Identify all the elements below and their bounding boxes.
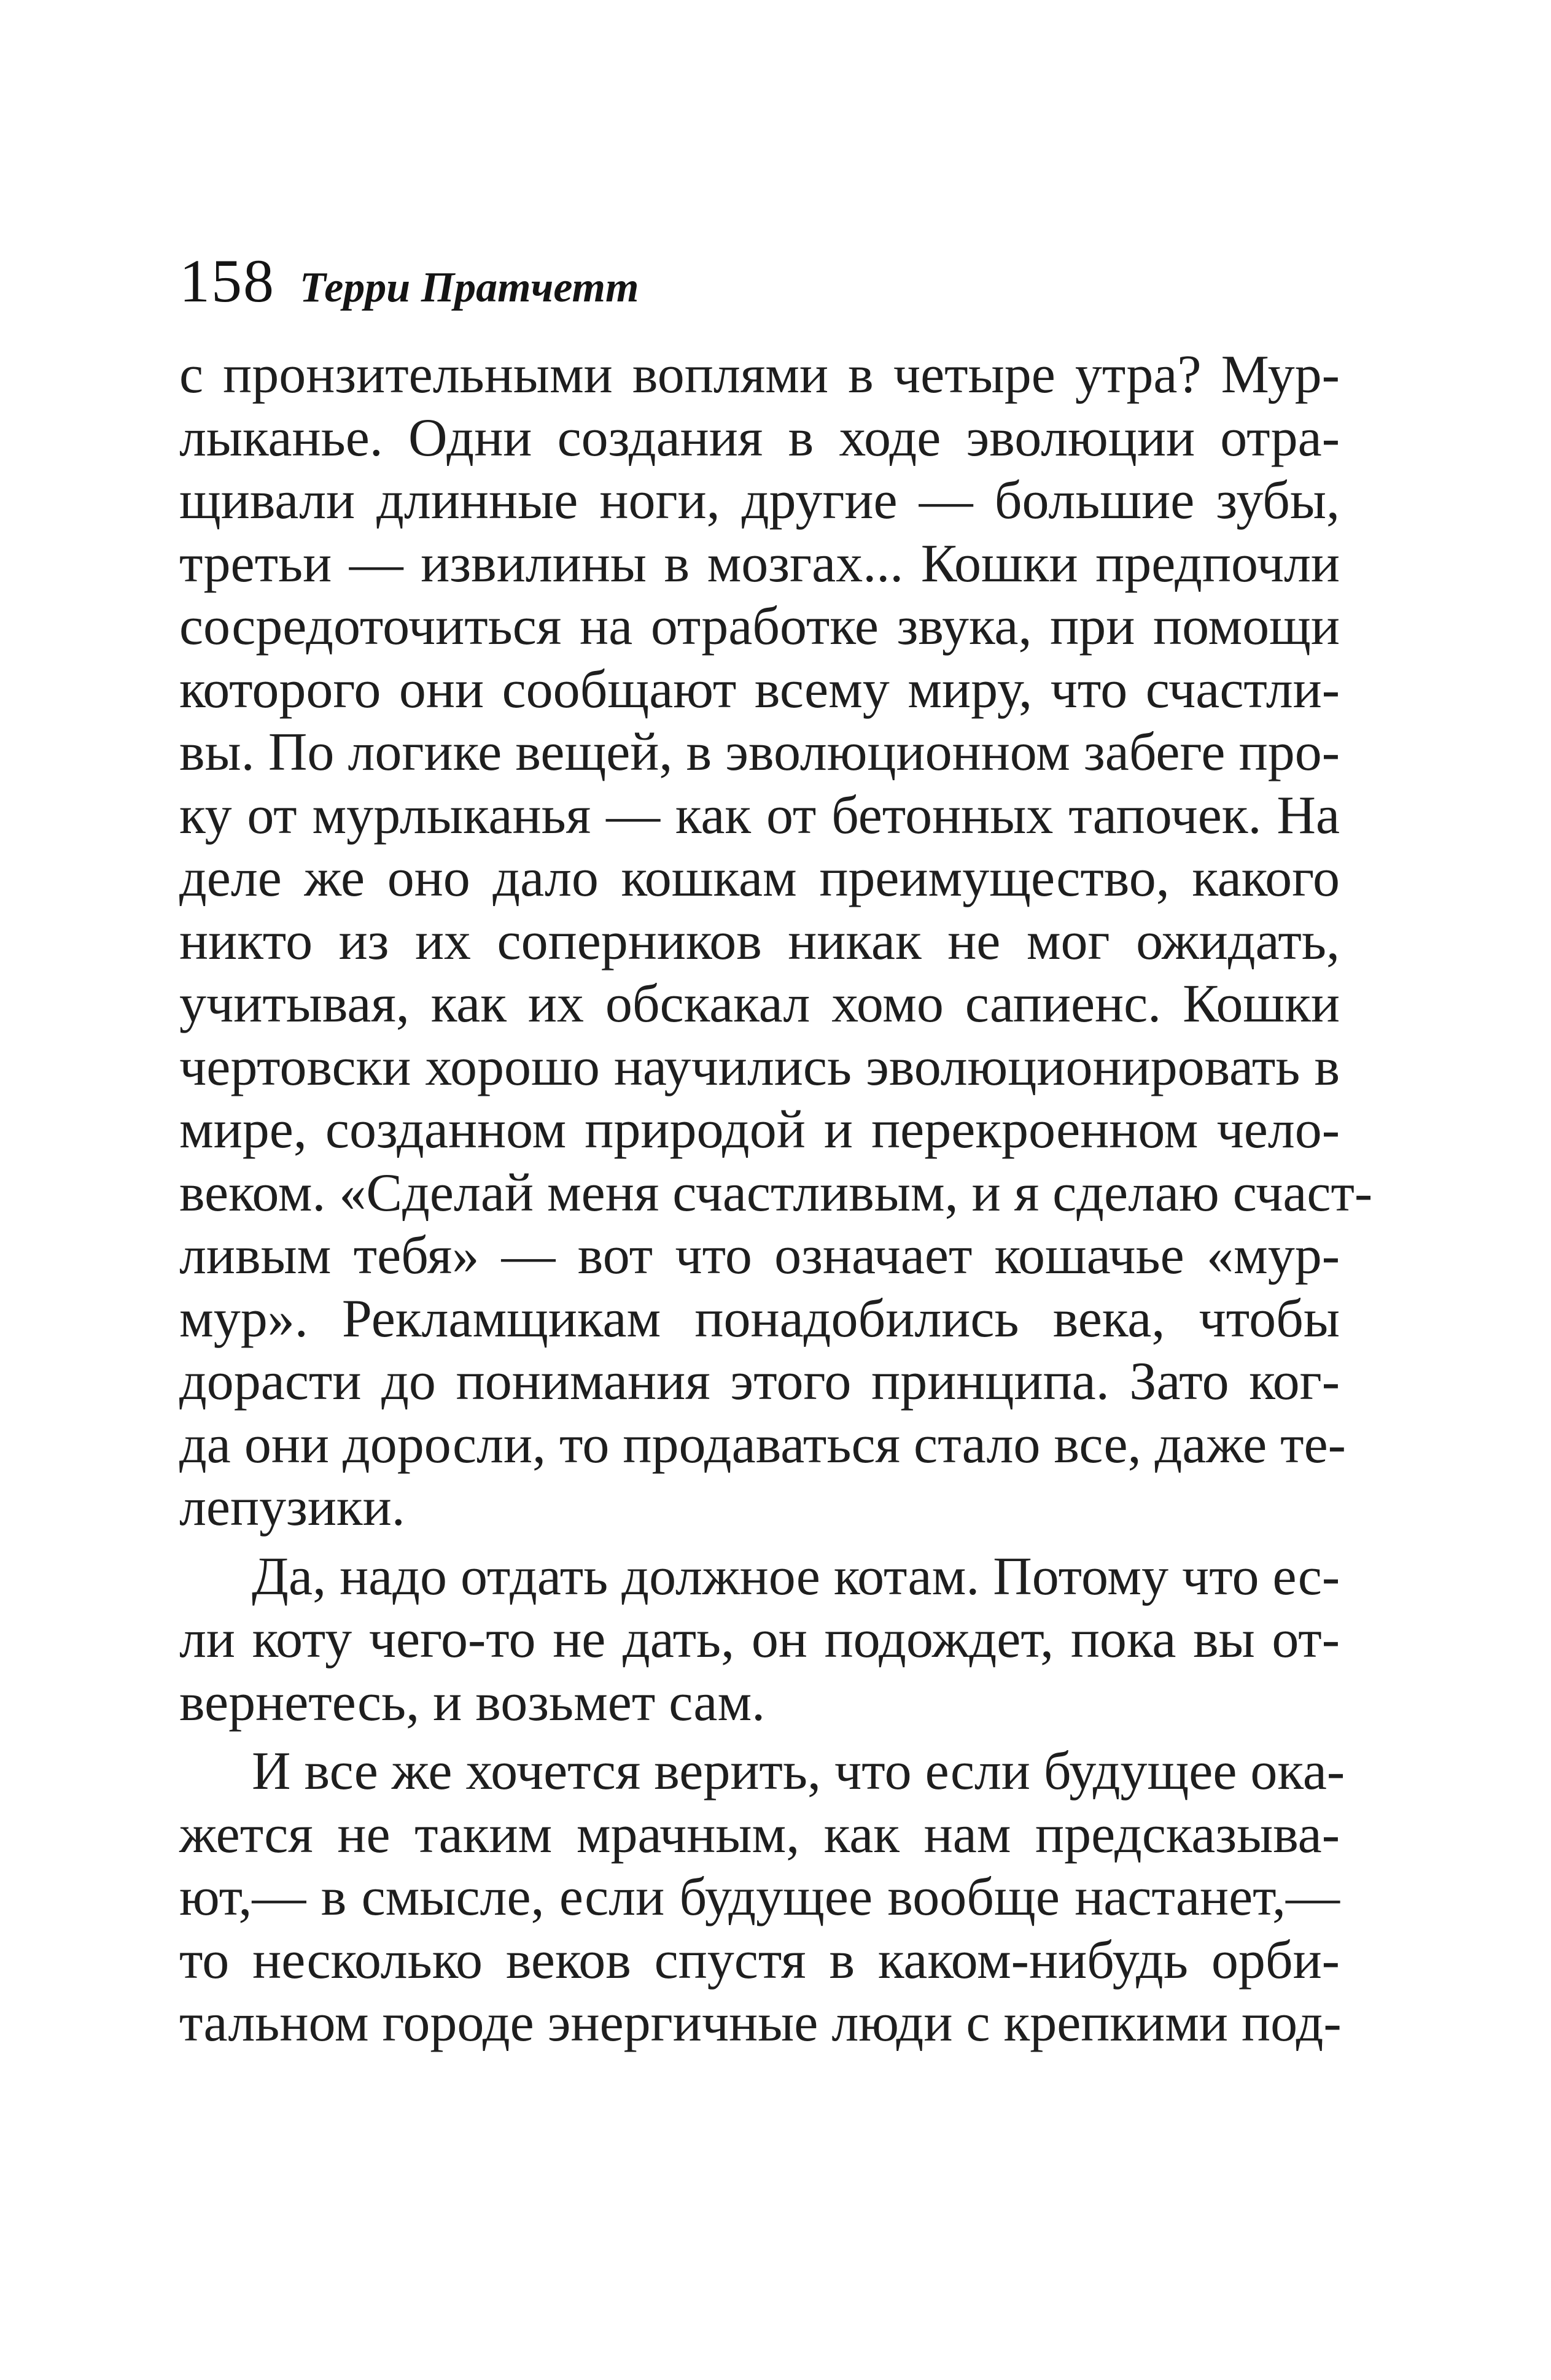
text-line: то несколько веков спустя в каком-нибудь орби- xyxy=(179,1930,1340,1990)
paragraph xyxy=(179,1740,1345,2055)
text-line: вы. По логике вещей, в эволюционном забеге про- xyxy=(179,723,1340,782)
text-line: ли коту чего-то не дать, он подождет, пока вы от- xyxy=(179,1610,1340,1669)
text-line: ют,— в смысле, если будущее вообще настанет,— xyxy=(179,1867,1340,1927)
text-line: щивали длинные ноги, другие — большие зубы, xyxy=(179,471,1340,530)
text-line: жется не таким мрачным, как нам предсказыва- xyxy=(179,1804,1340,1864)
text-line: деле же оно дало кошкам преимущество, какого xyxy=(179,848,1340,908)
running-title: Терри Пратчетт xyxy=(300,264,639,311)
text-line: ку от мурлыканья — как от бетонных тапочек. На xyxy=(179,785,1340,845)
paragraph xyxy=(179,1546,1340,1735)
text-line: третьи — извилины в мозгах... Кошки предпочли xyxy=(179,533,1340,594)
text-line: тальном городе энергичные люди с крепкими под- xyxy=(179,1993,1342,2053)
text-line: веком. «Сделай меня счастливым, и я сделаю счаст- xyxy=(179,1163,1373,1223)
text-line: Да, надо отдать должное котам. Потому что ес- xyxy=(252,1546,1340,1607)
text-line: мур». Рекламщикам понадобились века, чтобы xyxy=(179,1289,1340,1349)
text-line: вернетесь, и возьмет сам. xyxy=(179,1672,766,1732)
text-line: никто из их соперников никак не мог ожидать, xyxy=(179,911,1340,971)
page-header xyxy=(179,246,639,319)
paragraph-gap xyxy=(179,1734,1340,1740)
paragraph-gap xyxy=(179,1540,1340,1546)
page-number: 158 xyxy=(179,247,275,315)
text-line: лепузики. xyxy=(179,1478,405,1537)
text-line: учитывая, как их обскакал хомо сапиенс. Кошки xyxy=(179,974,1340,1034)
text-line: с пронзительными воплями в четыре утра? Мур- xyxy=(179,345,1340,405)
body-text xyxy=(179,344,1373,2055)
text-line: И все же хочется верить, что если будущее ока- xyxy=(252,1742,1345,1801)
text-line: мире, созданном природой и перекроенном чело- xyxy=(179,1100,1340,1160)
text-line: сосредоточиться на отработке звука, при помощи xyxy=(179,597,1340,656)
paragraph xyxy=(179,344,1373,1540)
text-line: лыканье. Одни создания в ходе эволюции отра- xyxy=(179,408,1340,468)
text-line: ливым тебя» — вот что означает кошачье «мур- xyxy=(179,1226,1340,1285)
text-line: да они доросли, то продаваться стало все, даже те- xyxy=(179,1414,1346,1475)
text-line: которого они сообщают всему миру, что счастли- xyxy=(179,659,1340,719)
text-line: дорасти до понимания этого принципа. Зато ког- xyxy=(179,1352,1340,1411)
text-line: чертовски хорошо научились эволюционировать в xyxy=(179,1037,1340,1097)
